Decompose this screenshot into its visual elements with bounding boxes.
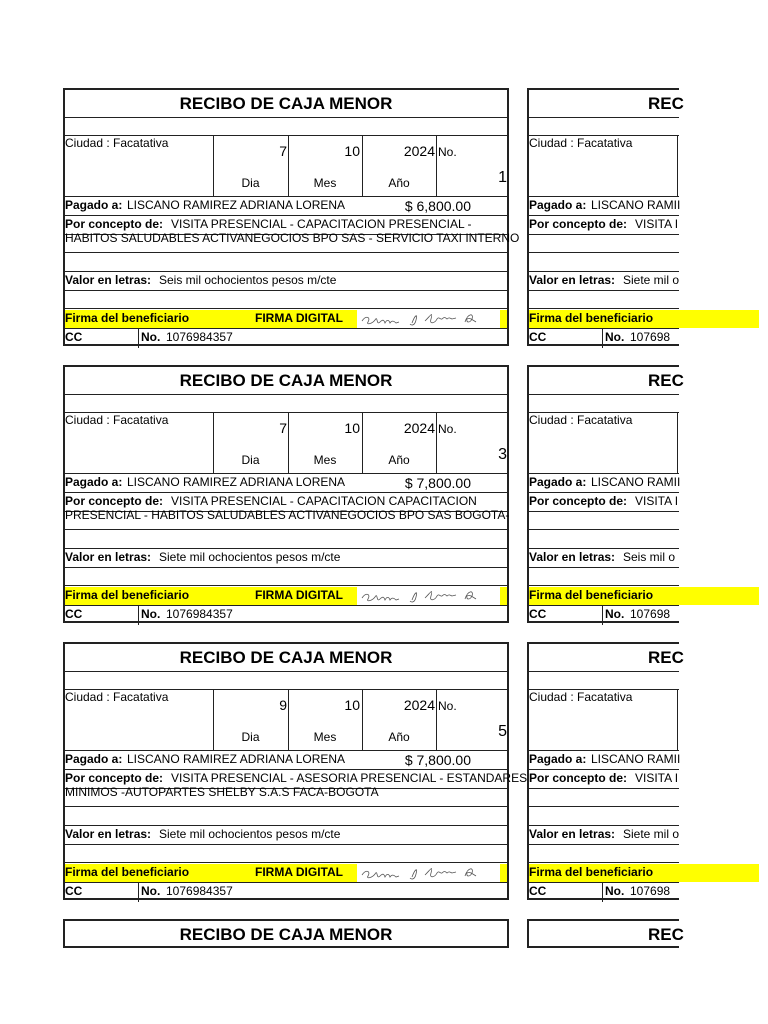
- receipt-title: REC: [648, 925, 684, 944]
- firma-label: Firma del beneficiario: [65, 311, 190, 325]
- ciudad-label: Ciudad : Facatativa: [65, 136, 169, 150]
- ano-label: Año: [388, 176, 410, 190]
- concepto-label: Por concepto de:: [65, 771, 164, 785]
- cc-label: CC: [65, 884, 83, 898]
- cc-label: CC: [529, 330, 547, 344]
- cc-value: 1076984357: [166, 884, 233, 898]
- receipt-title: REC: [648, 648, 684, 667]
- concepto-label: Por concepto de:: [65, 217, 164, 231]
- pagado-value: LISCANO RAMIREZ ADRIANA LORENA: [127, 752, 346, 766]
- cc-label: CC: [529, 607, 547, 621]
- letras-value: Seis mil o: [623, 550, 676, 564]
- concepto-label: Por concepto de:: [65, 494, 164, 508]
- cc-no-label: No.: [605, 884, 625, 898]
- receipt-2: [63, 365, 509, 623]
- receipt-3: [63, 642, 528, 900]
- ciudad-label: Ciudad : Facatativa: [529, 136, 633, 150]
- letras-label: Valor en letras:: [65, 827, 152, 841]
- no-label: No.: [438, 422, 457, 436]
- pagado-label: Pagado a:: [529, 475, 587, 489]
- receipt-clipped-1: [527, 88, 684, 346]
- receipt-clipped-3: [527, 642, 684, 900]
- firma-digital: FIRMA DIGITAL: [255, 588, 343, 602]
- receipt-number: 1: [498, 169, 507, 186]
- pagado-value: LISCANO RAMII: [591, 752, 681, 766]
- pagado-label: Pagado a:: [65, 198, 123, 212]
- firma-label: Firma del beneficiario: [529, 311, 654, 325]
- signature-image: [357, 308, 497, 328]
- month-value: 10: [344, 697, 360, 713]
- concepto-line-1: VISITA PRESENCIAL - ASESORIA PRESENCIAL - ESTANDARES: [171, 771, 528, 785]
- cc-no-label: No.: [605, 330, 625, 344]
- ciudad-label: Ciudad : Facatativa: [529, 413, 633, 427]
- cc-value: 107698: [630, 330, 671, 344]
- mes-label: Mes: [313, 730, 337, 744]
- cc-value: 1076984357: [166, 330, 233, 344]
- amount-value: $ 7,800.00: [404, 752, 471, 768]
- concepto-line-1: VISITA PRESENCIAL - CAPACITACION PRESENCIAL -: [171, 217, 472, 231]
- no-label: No.: [438, 145, 457, 159]
- cc-label: CC: [65, 607, 83, 621]
- mes-label: Mes: [313, 453, 337, 467]
- pagado-label: Pagado a:: [529, 752, 587, 766]
- month-value: 10: [344, 143, 360, 159]
- dia-label: Dia: [241, 453, 260, 467]
- concepto-line-2: PRESENCIAL - HABITOS SALUDABLES ACTIVANEGOCIOS BPO SAS BOGOTA-: [65, 508, 510, 522]
- ano-label: Año: [388, 730, 410, 744]
- signature-image: [357, 862, 497, 882]
- pagado-value: LISCANO RAMIREZ ADRIANA LORENA: [127, 198, 346, 212]
- letras-label: Valor en letras:: [529, 273, 616, 287]
- pagado-label: Pagado a:: [529, 198, 587, 212]
- dia-label: Dia: [241, 176, 260, 190]
- year-value: 2024: [403, 143, 435, 159]
- receipt-clipped-2: [527, 365, 684, 623]
- receipt-number: 5: [498, 723, 507, 740]
- receipt-title: REC: [648, 371, 684, 390]
- letras-label: Valor en letras:: [65, 273, 152, 287]
- cc-label: CC: [529, 884, 547, 898]
- day-value: 7: [279, 420, 287, 436]
- concepto-label: Por concepto de:: [529, 217, 628, 231]
- concepto-line-2: HABITOS SALUDABLES ACTIVANEGOCIOS BPO SAS - SERVICIO TAXI INTERNO: [65, 231, 520, 245]
- year-value: 2024: [403, 420, 435, 436]
- amount-value: $ 6,800.00: [404, 198, 471, 214]
- receipt-title: RECIBO DE CAJA MENOR: [179, 371, 393, 390]
- letras-value: Siete mil o: [623, 273, 680, 287]
- ciudad-label: Ciudad : Facatativa: [65, 690, 169, 704]
- firma-digital: FIRMA DIGITAL: [255, 865, 343, 879]
- firma-label: Firma del beneficiario: [65, 865, 190, 879]
- receipt-1: [63, 88, 520, 346]
- concepto-line-2: MINIMOS -AUTOPARTES SHELBY S.A.S FACA-BOGOTA: [65, 785, 379, 799]
- receipt-title: RECIBO DE CAJA MENOR: [179, 648, 393, 667]
- signature-image: [357, 585, 497, 605]
- letras-value: Siete mil o: [623, 827, 680, 841]
- pagado-value: LISCANO RAMIREZ ADRIANA LORENA: [127, 475, 346, 489]
- cc-no-label: No.: [141, 330, 161, 344]
- day-value: 9: [279, 697, 287, 713]
- cc-value: 1076984357: [166, 607, 233, 621]
- concepto-line-1: VISITA PRESENCIAL - CAPACITACION CAPACITACION: [171, 494, 477, 508]
- pagado-value: LISCANO RAMII: [591, 475, 681, 489]
- cc-no-label: No.: [605, 607, 625, 621]
- letras-value: Siete mil ochocientos pesos m/cte: [159, 550, 341, 564]
- no-label: No.: [438, 699, 457, 713]
- receipt-bottom-left: [63, 919, 509, 948]
- letras-label: Valor en letras:: [529, 827, 616, 841]
- firma-digital: FIRMA DIGITAL: [255, 311, 343, 325]
- concepto-value: VISITA I: [635, 217, 679, 231]
- letras-label: Valor en letras:: [65, 550, 152, 564]
- mes-label: Mes: [313, 176, 337, 190]
- cc-value: 107698: [630, 884, 671, 898]
- concepto-label: Por concepto de:: [529, 771, 628, 785]
- firma-label: Firma del beneficiario: [529, 588, 654, 602]
- ano-label: Año: [388, 453, 410, 467]
- amount-value: $ 7,800.00: [404, 475, 471, 491]
- cc-label: CC: [65, 330, 83, 344]
- receipt-title: RECIBO DE CAJA MENOR: [179, 94, 393, 113]
- firma-label: Firma del beneficiario: [65, 588, 190, 602]
- month-value: 10: [344, 420, 360, 436]
- pagado-label: Pagado a:: [65, 752, 123, 766]
- concepto-value: VISITA I: [635, 494, 679, 508]
- letras-label: Valor en letras:: [529, 550, 616, 564]
- firma-label: Firma del beneficiario: [529, 865, 654, 879]
- pagado-label: Pagado a:: [65, 475, 123, 489]
- receipt-bottom-right: [527, 919, 684, 948]
- letras-value: Seis mil ochocientos pesos m/cte: [159, 273, 337, 287]
- pagado-value: LISCANO RAMII: [591, 198, 681, 212]
- cc-no-label: No.: [141, 884, 161, 898]
- concepto-value: VISITA I: [635, 771, 679, 785]
- receipt-title: REC: [648, 94, 684, 113]
- letras-value: Siete mil ochocientos pesos m/cte: [159, 827, 341, 841]
- concepto-label: Por concepto de:: [529, 494, 628, 508]
- dia-label: Dia: [241, 730, 260, 744]
- cc-no-label: No.: [141, 607, 161, 621]
- receipt-title: RECIBO DE CAJA MENOR: [179, 925, 393, 944]
- ciudad-label: Ciudad : Facatativa: [65, 413, 169, 427]
- year-value: 2024: [403, 697, 435, 713]
- receipt-number: 3: [498, 446, 507, 463]
- ciudad-label: Ciudad : Facatativa: [529, 690, 633, 704]
- day-value: 7: [279, 143, 287, 159]
- cc-value: 107698: [630, 607, 671, 621]
